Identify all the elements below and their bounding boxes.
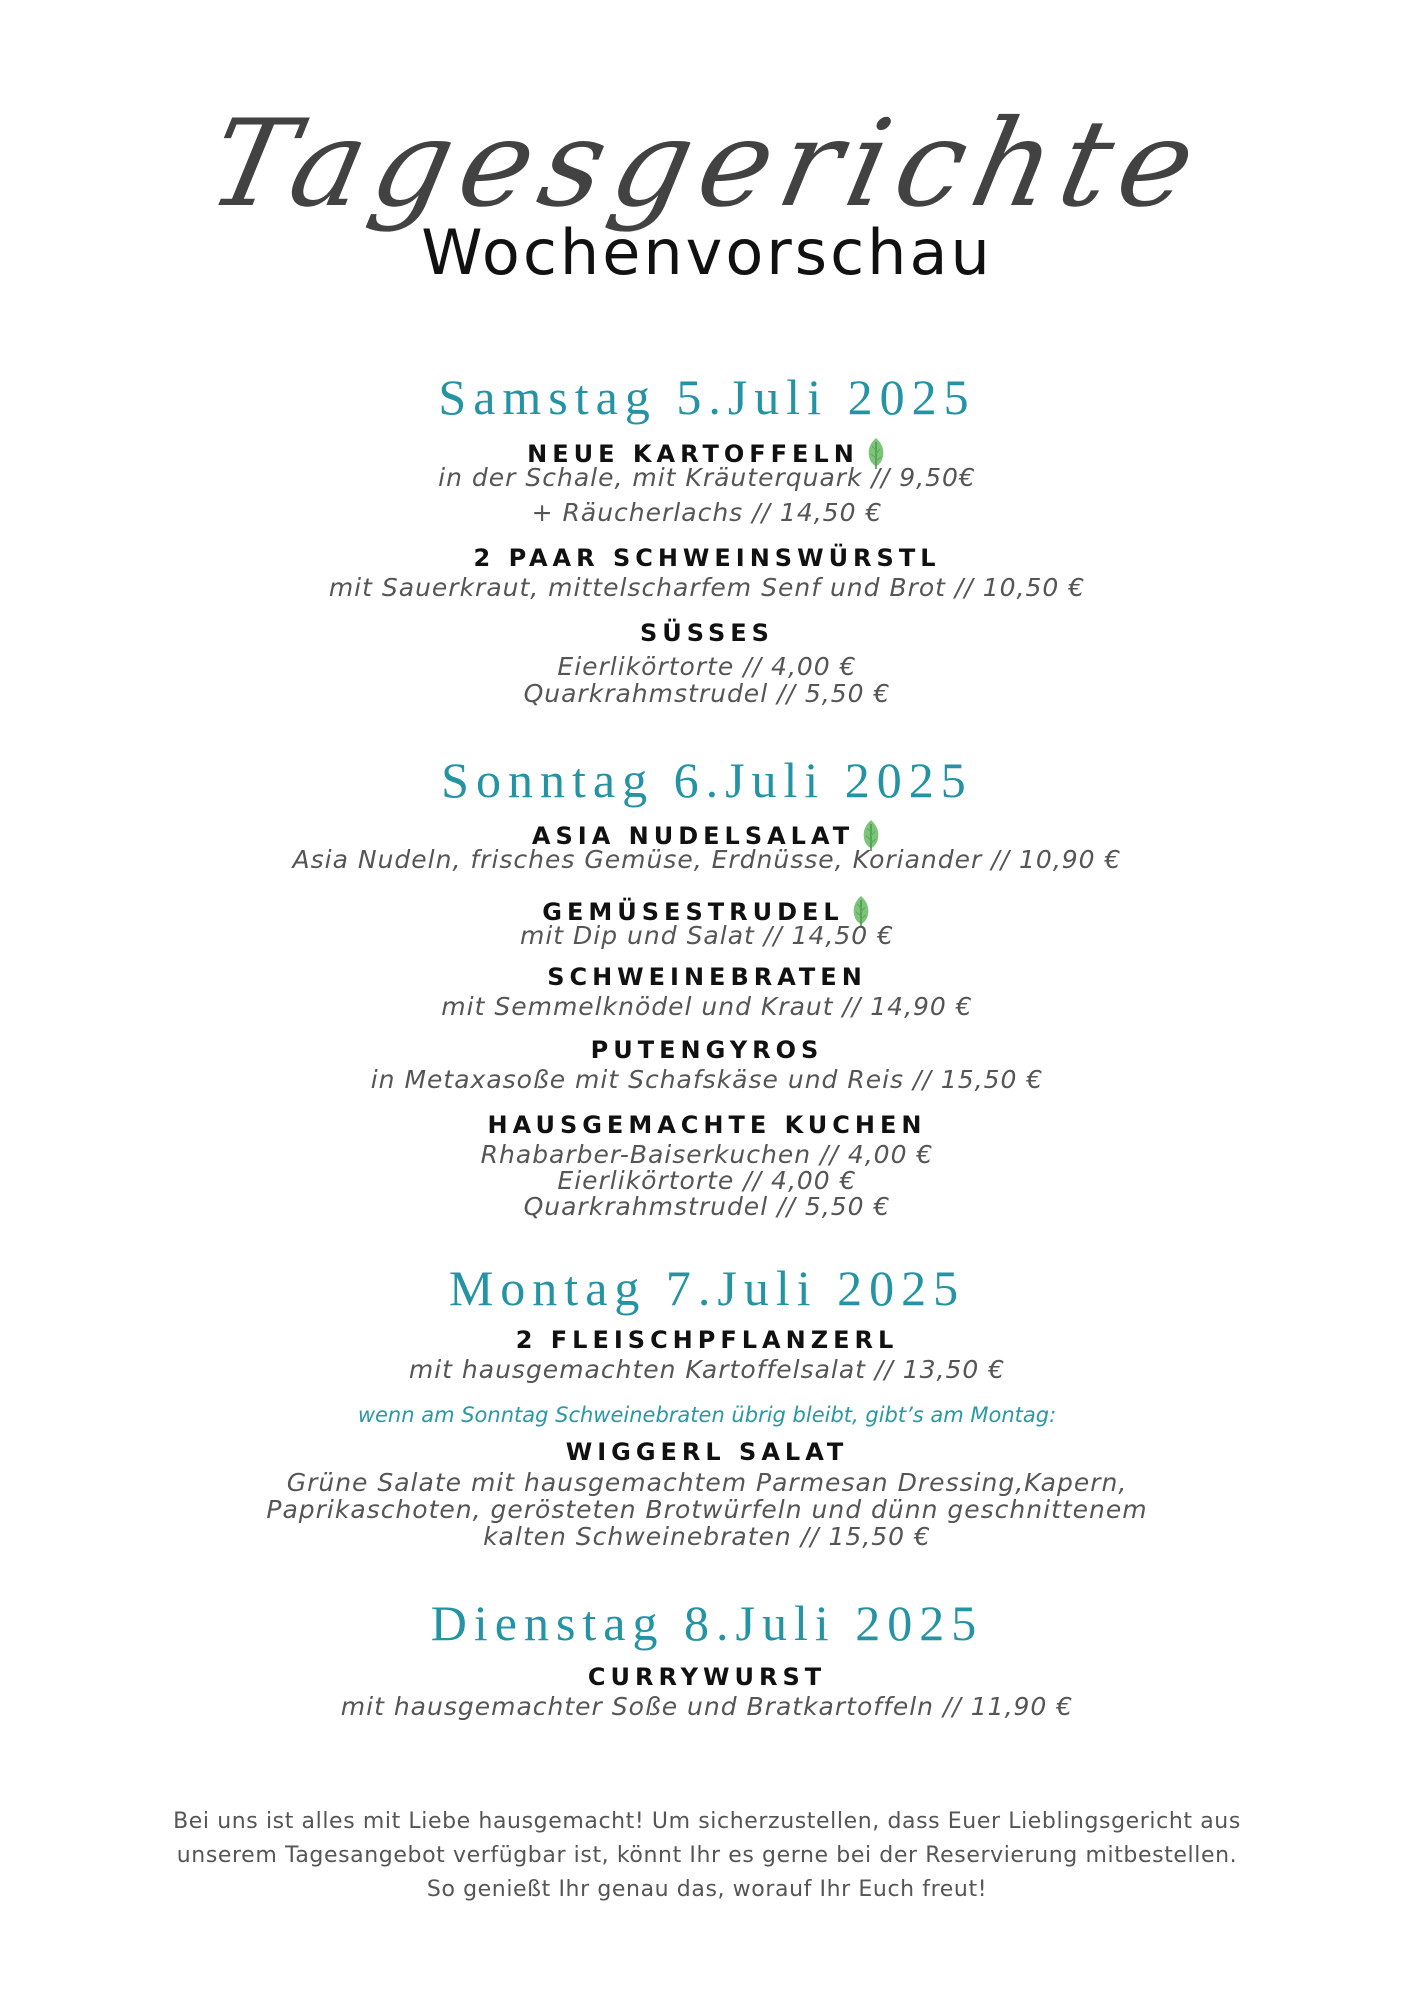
dish-description: + Räucherlachs // 14,50 € xyxy=(531,498,883,527)
dish-name: CURRYWURST xyxy=(587,1663,827,1691)
dish-description: Eierlikörtorte // 4,00 € xyxy=(557,652,857,681)
dish-description: Quarkrahmstrudel // 5,50 € xyxy=(523,679,891,708)
dish-name: PUTENGYROS xyxy=(590,1036,824,1064)
dish-description: mit Semmelknödel und Kraut // 14,90 € xyxy=(441,992,973,1021)
dish-label: ASIA NUDELSALAT xyxy=(531,822,855,850)
day-heading-sonntag: Sonntag 6.Juli 2025 xyxy=(441,752,973,808)
dish-description: mit hausgemachter Soße und Bratkartoffeln // 11,90 € xyxy=(340,1692,1074,1721)
day-note: wenn am Sonntag Schweinebraten übrig bleibt, gibt’s am Montag: xyxy=(357,1403,1057,1427)
dish-description: mit hausgemachten Kartoffelsalat // 13,50 € xyxy=(408,1355,1006,1384)
footer-line: unserem Tagesangebot verfügbar ist, könnt Ihr es gerne bei der Reservierung mitbestellen. xyxy=(176,1843,1238,1868)
dish-name: 2 FLEISCHPFLANZERL xyxy=(515,1326,899,1354)
day-heading-samstag: Samstag 5.Juli 2025 xyxy=(438,369,976,425)
dish-description: Asia Nudeln, frisches Gemüse, Erdnüsse, Koriander // 10,90 € xyxy=(292,845,1122,874)
dish-name: HAUSGEMACHTE KUCHEN xyxy=(487,1111,927,1139)
dish-description: Rhabarber-Baiserkuchen // 4,00 € xyxy=(480,1140,934,1169)
dish-name: SÜSSES xyxy=(640,619,774,647)
day-heading-dienstag: Dienstag 8.Juli 2025 xyxy=(430,1595,984,1651)
footer-text xyxy=(0,1805,1414,1907)
dish-description: in der Schale, mit Kräuterquark // 9,50€ xyxy=(438,463,976,492)
dish-name: WIGGERL SALAT xyxy=(565,1438,849,1466)
dish-description: in Metaxasoße mit Schafskäse und Reis // 15,50 € xyxy=(370,1065,1044,1094)
dish-name: 2 PAAR SCHWEINSWÜRSTL xyxy=(473,544,941,572)
dish-description: Paprikaschoten, gerösteten Brotwürfeln und dünn geschnittenem xyxy=(266,1495,1148,1524)
page-subtitle: Wochenvorschau xyxy=(421,216,993,289)
dish-description: Grüne Salate mit hausgemachtem Parmesan Dressing,Kapern, xyxy=(286,1468,1128,1497)
dish-description: kalten Schweinebraten // 15,50 € xyxy=(483,1522,931,1551)
dish-label: GEMÜSESTRUDEL xyxy=(542,898,844,926)
dish-description: Quarkrahmstrudel // 5,50 € xyxy=(523,1192,891,1221)
dish-description: mit Dip und Salat // 14,50 € xyxy=(520,921,894,950)
dish-description: Eierlikörtorte // 4,00 € xyxy=(557,1166,857,1195)
dish-description: mit Sauerkraut, mittelscharfem Senf und Brot // 10,50 € xyxy=(328,573,1086,602)
dish-label: NEUE KARTOFFELN xyxy=(527,440,859,468)
footer-line: Bei uns ist alles mit Liebe hausgemacht! Um sicherzustellen, dass Euer Lieblingsgericht aus xyxy=(173,1809,1241,1834)
footer-line: So genießt Ihr genau das, worauf Ihr Euch freut! xyxy=(426,1877,988,1902)
script-title: Tagesgerichte xyxy=(197,95,1217,234)
dish-name: SCHWEINEBRATEN xyxy=(547,963,867,991)
day-heading-montag: Montag 7.Juli 2025 xyxy=(448,1260,966,1316)
